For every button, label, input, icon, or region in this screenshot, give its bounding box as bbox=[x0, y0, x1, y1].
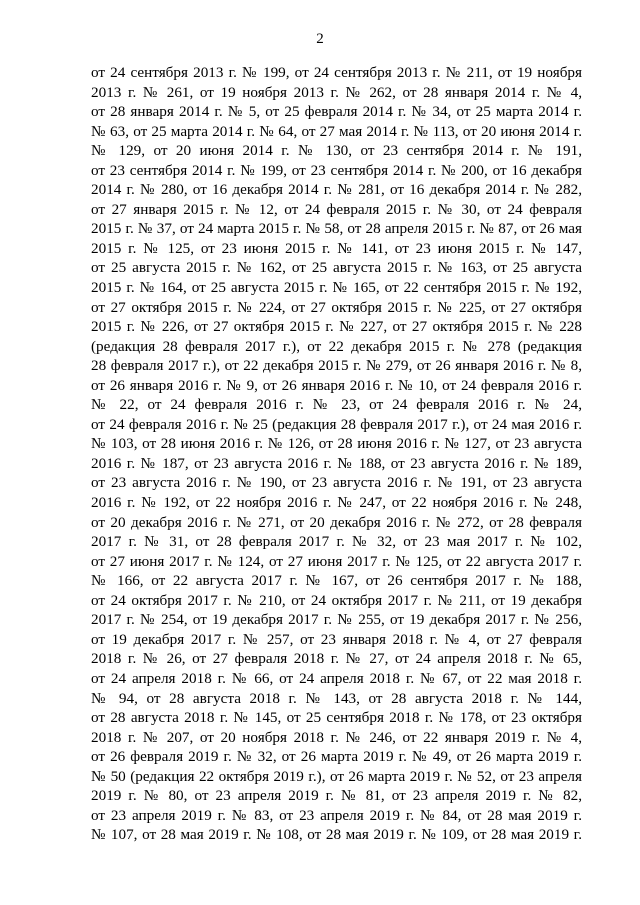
text-line: от 20 декабря 2016 г. № 271, от 20 декабря 2016 г. № 272, от 28 февраля bbox=[91, 513, 582, 531]
text-line: 2017 г. № 254, от 19 декабря 2017 г. № 255, от 19 декабря 2017 г. № 256, bbox=[91, 611, 582, 629]
text-line: от 27 июня 2017 г. № 124, от 27 июня 2017 г. № 125, от 22 августа 2017 г. bbox=[91, 552, 582, 570]
text-line: 2017 г. № 31, от 28 февраля 2017 г. № 32, от 23 мая 2017 г. № 102, bbox=[91, 533, 582, 551]
text-line: от 24 сентября 2013 г. № 199, от 24 сентября 2013 г. № 211, от 19 ноября bbox=[91, 64, 582, 81]
text-line: № 166, от 22 августа 2017 г. № 167, от 26 сентября 2017 г. № 188, bbox=[91, 572, 582, 590]
text-line: № 129, от 20 июня 2014 г. № 130, от 23 сентября 2014 г. № 191, bbox=[91, 142, 582, 160]
text-line: от 27 января 2015 г. № 12, от 24 февраля 2015 г. № 30, от 24 февраля bbox=[91, 200, 582, 218]
text-line: 2015 г. № 226, от 27 октября 2015 г. № 227, от 27 октября 2015 г. № 228 bbox=[91, 318, 582, 336]
text-line: от 23 сентября 2014 г. № 199, от 23 сентября 2014 г. № 200, от 16 декабря bbox=[91, 161, 582, 179]
text-line: от 27 октября 2015 г. № 224, от 27 октября 2015 г. № 225, от 27 октября bbox=[91, 298, 582, 316]
text-line: от 24 апреля 2018 г. № 66, от 24 апреля 2018 г. № 67, от 22 мая 2018 г. bbox=[91, 669, 582, 687]
text-line: от 24 октября 2017 г. № 210, от 24 октября 2017 г. № 211, от 19 декабря bbox=[91, 591, 582, 609]
text-line: 2018 г. № 26, от 27 февраля 2018 г. № 27, от 24 апреля 2018 г. № 65, bbox=[91, 650, 582, 668]
body-text bbox=[91, 63, 582, 845]
text-line: 2015 г. № 37, от 24 марта 2015 г. № 58, от 28 апреля 2015 г. № 87, от 26 мая bbox=[91, 220, 582, 238]
text-line: от 19 декабря 2017 г. № 257, от 23 января 2018 г. № 4, от 27 февраля bbox=[91, 630, 582, 648]
text-line: 2013 г. № 261, от 19 ноября 2013 г. № 262, от 28 января 2014 г. № 4, bbox=[91, 83, 582, 101]
text-line: № 50 (редакция 22 октября 2019 г.), от 26 марта 2019 г. № 52, от 23 апреля bbox=[91, 767, 582, 785]
page-number: 2 bbox=[316, 31, 324, 47]
text-line: от 24 февраля 2016 г. № 25 (редакция 28 февраля 2017 г.), от 24 мая 2016 г. bbox=[91, 415, 582, 433]
text-line: от 26 февраля 2019 г. № 32, от 26 марта 2019 г. № 49, от 26 марта 2019 г. bbox=[91, 748, 582, 766]
text-line: от 26 января 2016 г. № 9, от 26 января 2016 г. № 10, от 24 февраля 2016 г. bbox=[91, 376, 582, 394]
text-line: 2016 г. № 192, от 22 ноября 2016 г. № 247, от 22 ноября 2016 г. № 248, bbox=[91, 494, 582, 512]
text-line: от 28 августа 2018 г. № 145, от 25 сентября 2018 г. № 178, от 23 октября bbox=[91, 709, 582, 727]
text-line: от 28 января 2014 г. № 5, от 25 февраля 2014 г. № 34, от 25 марта 2014 г. bbox=[91, 103, 582, 121]
text-line: № 103, от 28 июня 2016 г. № 126, от 28 июня 2016 г. № 127, от 23 августа bbox=[91, 435, 582, 453]
text-line: 2015 г. № 125, от 23 июня 2015 г. № 141, от 23 июня 2015 г. № 147, bbox=[91, 239, 582, 257]
text-line: 2015 г. № 164, от 25 августа 2015 г. № 165, от 22 сентября 2015 г. № 192, bbox=[91, 279, 582, 297]
text-line: 28 февраля 2017 г.), от 22 декабря 2015 г. № 279, от 26 января 2016 г. № 8, bbox=[91, 357, 582, 375]
text-line: от 23 апреля 2019 г. № 83, от 23 апреля 2019 г. № 84, от 28 мая 2019 г. bbox=[91, 806, 582, 824]
text-line: от 25 августа 2015 г. № 162, от 25 августа 2015 г. № 163, от 25 августа bbox=[91, 259, 582, 277]
text-line: № 94, от 28 августа 2018 г. № 143, от 28 августа 2018 г. № 144, bbox=[91, 689, 582, 707]
text-line: № 22, от 24 февраля 2016 г. № 23, от 24 февраля 2016 г. № 24, bbox=[91, 396, 582, 414]
text-line: 2014 г. № 280, от 16 декабря 2014 г. № 281, от 16 декабря 2014 г. № 282, bbox=[91, 181, 582, 199]
text-line: от 23 августа 2016 г. № 190, от 23 августа 2016 г. № 191, от 23 августа bbox=[91, 474, 582, 492]
text-line: 2019 г. № 80, от 23 апреля 2019 г. № 81, от 23 апреля 2019 г. № 82, bbox=[91, 787, 582, 805]
text-line: 2018 г. № 207, от 20 ноября 2018 г. № 246, от 22 января 2019 г. № 4, bbox=[91, 728, 582, 746]
text-line: № 63, от 25 марта 2014 г. № 64, от 27 мая 2014 г. № 113, от 20 июня 2014 г. bbox=[91, 122, 582, 140]
text-line: 2016 г. № 187, от 23 августа 2016 г. № 188, от 23 августа 2016 г. № 189, bbox=[91, 454, 582, 472]
text-line: (редакция 28 февраля 2017 г.), от 22 декабря 2015 г. № 278 (редакция bbox=[91, 337, 582, 355]
text-line: № 107, от 28 мая 2019 г. № 108, от 28 мая 2019 г. № 109, от 28 мая 2019 г. bbox=[91, 826, 582, 844]
